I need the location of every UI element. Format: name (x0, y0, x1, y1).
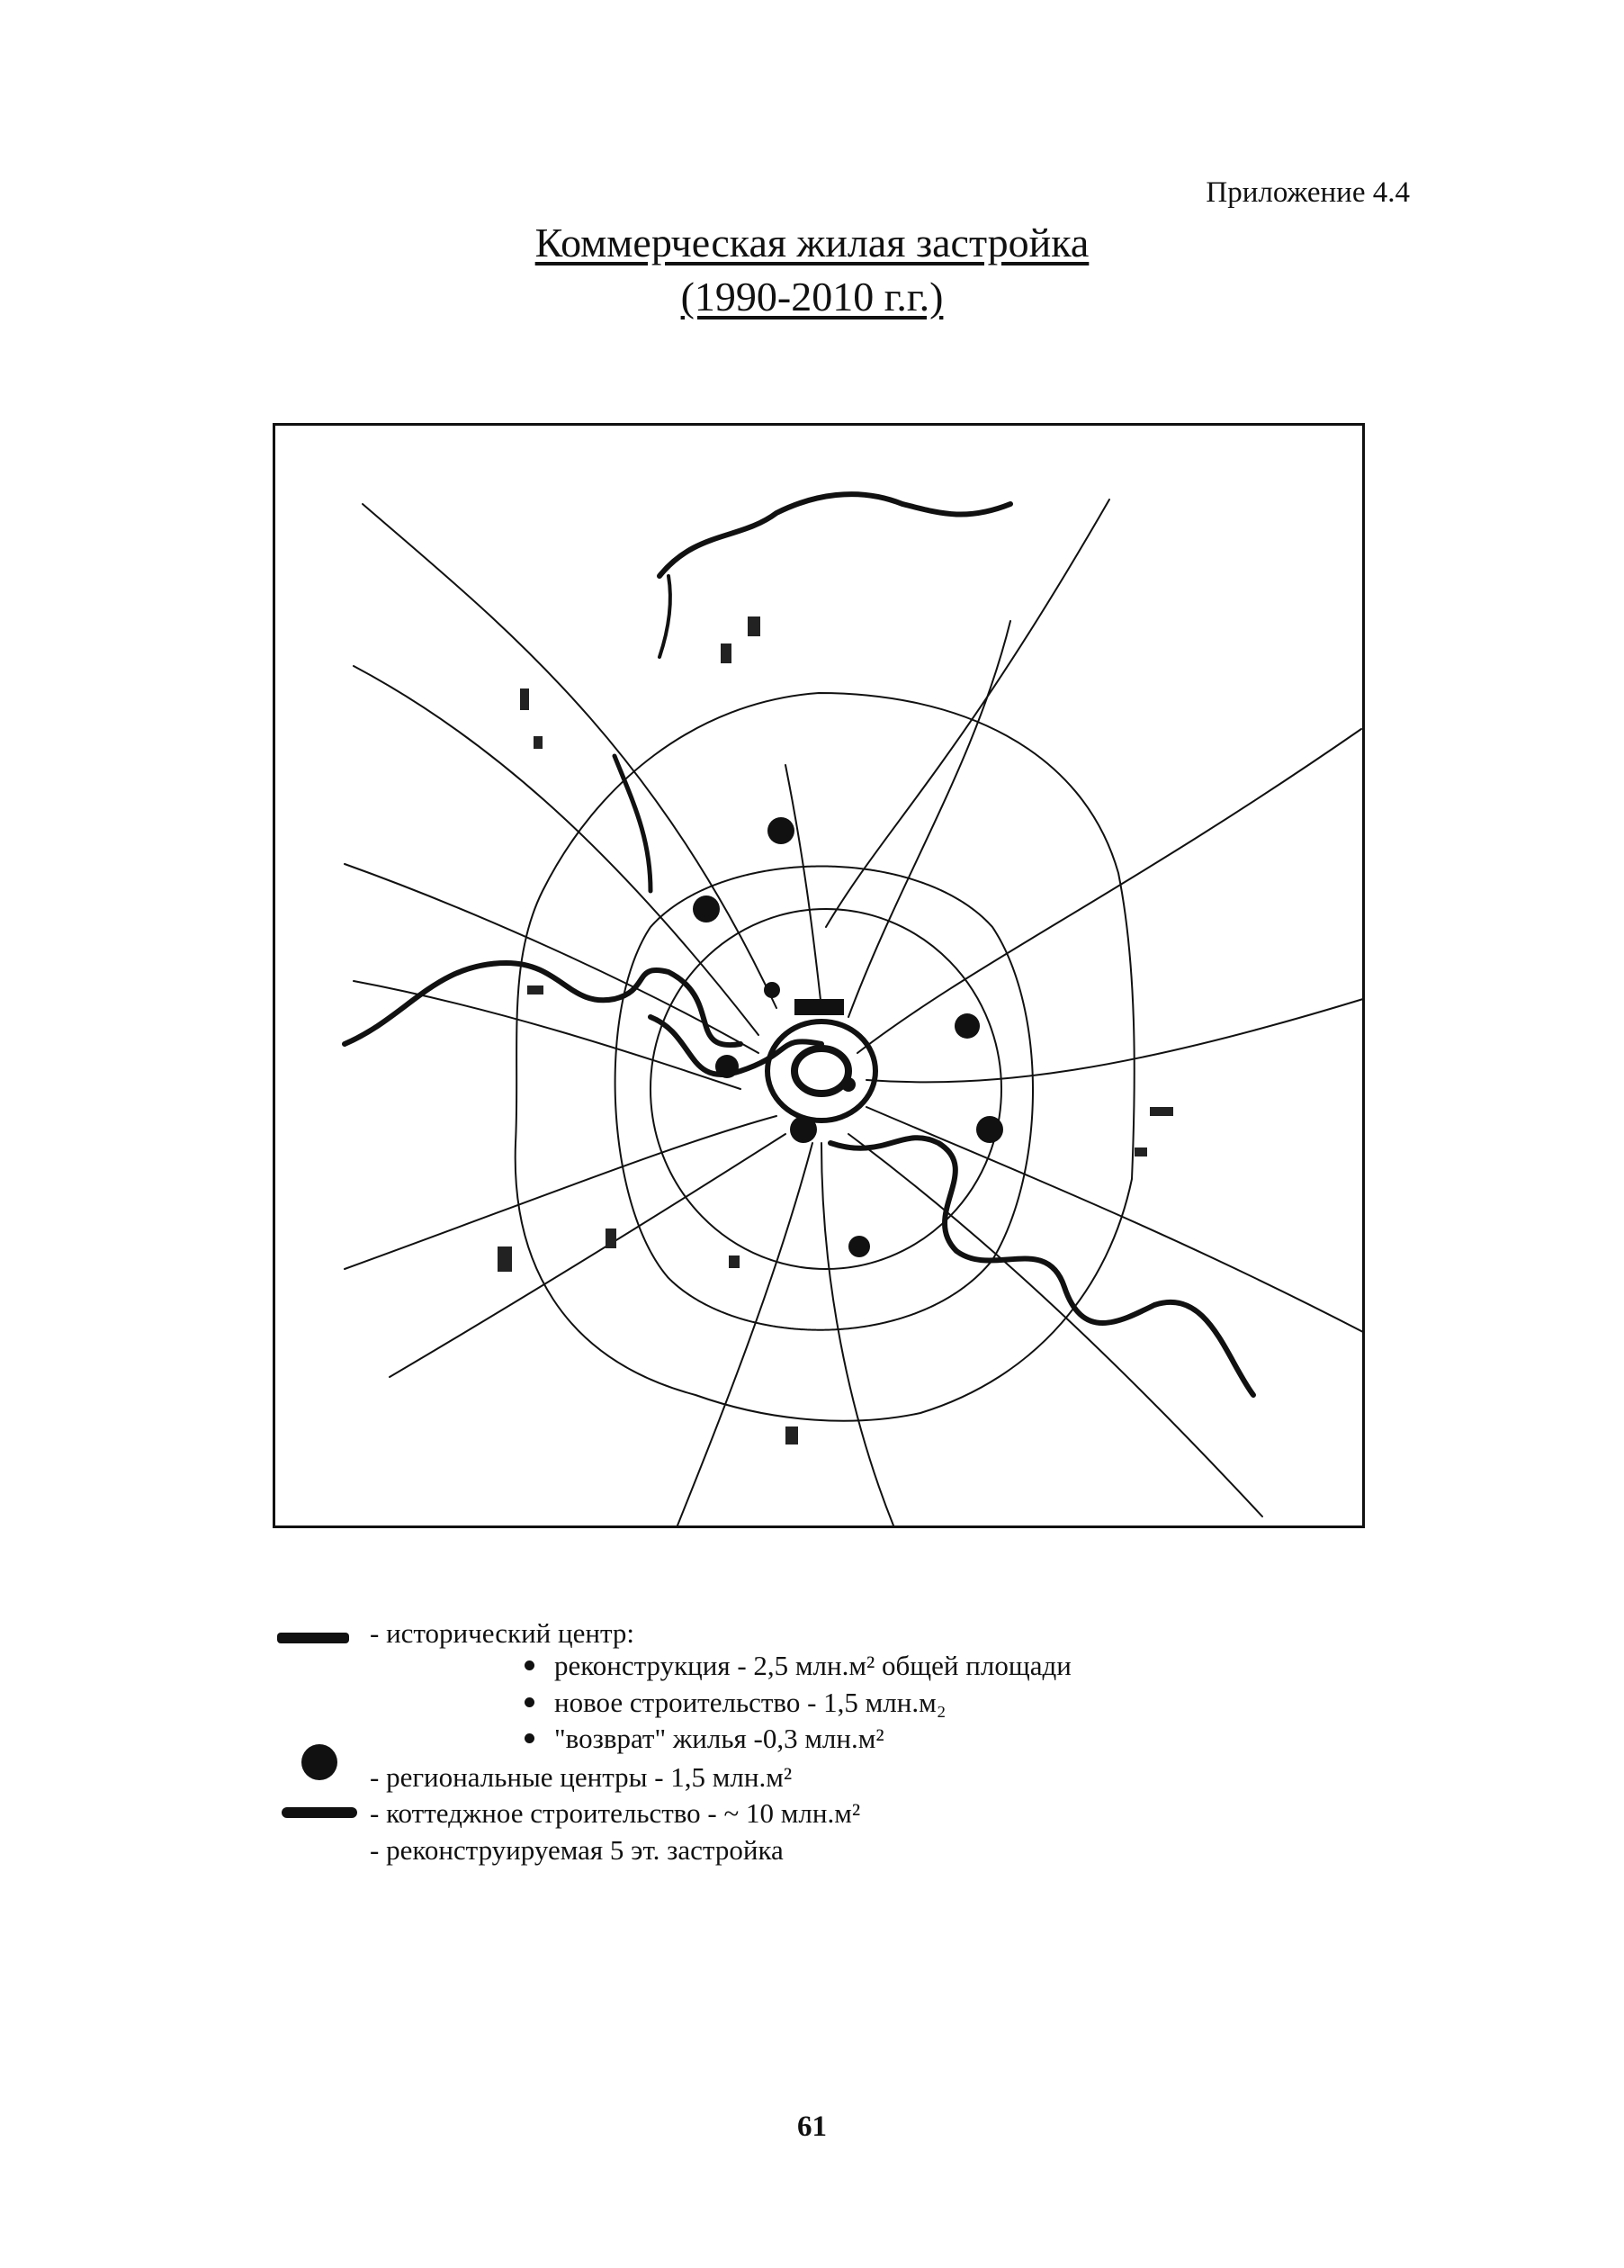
regional-center-3 (715, 1055, 739, 1078)
reconstruction-patch (1150, 1107, 1173, 1116)
reconstruction-patch (1135, 1148, 1147, 1156)
legend-cottage-symbol (274, 1803, 364, 1822)
reconstruction-patch (520, 688, 529, 710)
reconstruction-patch (785, 1426, 798, 1444)
page-number: 61 (797, 2110, 827, 2143)
regional-center-9 (841, 1077, 856, 1092)
legend-historic-center: - исторический центр: (370, 1617, 635, 1649)
reconstruction-patch (498, 1246, 512, 1272)
legend-reconstructed-5floor: - реконструируемая 5 эт. застройка (370, 1834, 784, 1866)
appendix-label: Приложение 4.4 (1206, 176, 1410, 209)
reconstruction-patch (748, 616, 760, 636)
legend-regional-centers: - региональные центры - 1,5 млн.м² (370, 1761, 793, 1793)
legend-regional-center-symbol (299, 1742, 344, 1786)
legend-historic-center-symbol (270, 1627, 360, 1647)
legend-new-construction: новое строительство - 1,5 млн.м₂ (525, 1687, 947, 1719)
reconstruction-patch (721, 644, 731, 663)
regional-center-5 (976, 1116, 1003, 1143)
moscow-map (273, 423, 1365, 1528)
reconstruction-patch (606, 1228, 616, 1248)
legend-reconstruction: реконструкция - 2,5 млн.м² общей площади (525, 1650, 1072, 1682)
page-title-line-1: Коммерческая жилая застройка (534, 220, 1090, 266)
regional-center-2 (693, 896, 720, 922)
legend-cottage: - коттеджное строительство - ~ 10 млн.м² (370, 1797, 861, 1829)
regional-center-7 (848, 1236, 870, 1257)
legend-housing-return: "возврат" жилья -0,3 млн.м² (525, 1723, 884, 1755)
reconstruction-patch (534, 736, 543, 749)
regional-center-1 (767, 817, 794, 844)
map-frame (274, 425, 1364, 1527)
regional-center-6 (790, 1116, 817, 1143)
regional-center-4 (955, 1013, 980, 1039)
historic-center-block (794, 999, 844, 1015)
page-title-line-2: (1990-2010 г.г.) (680, 274, 944, 320)
reconstruction-patch (527, 986, 543, 994)
reconstruction-patch (729, 1256, 740, 1268)
regional-center-8 (764, 982, 780, 998)
